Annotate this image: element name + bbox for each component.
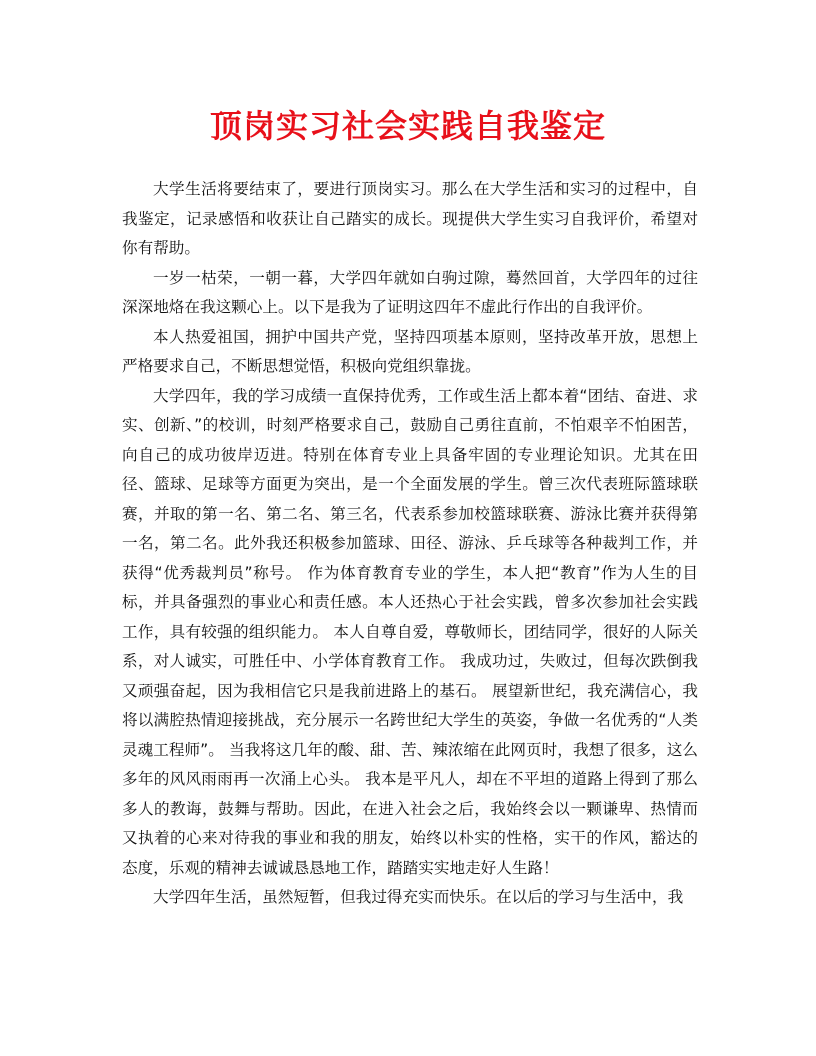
document-body bbox=[122, 175, 698, 913]
paragraph-intro: 大学生活将要结束了，要进行顶岗实习。那么在大学生活和实习的过程中，自我鉴定，记录感悟和收获让自己踏实的成长。现提供大学生实习自我评价，希望对你有帮助。 bbox=[122, 180, 698, 257]
paragraph-reflection: 一岁一枯荣，一朝一暮，大学四年就如白驹过隙，蓦然回首，大学四年的过往深深地烙在我这颗心上。以下是我为了证明这四年不虚此行作出的自我评价。 bbox=[122, 268, 698, 316]
paragraph-conclusion: 大学四年生活，虽然短暂，但我过得充实而快乐。在以后的学习与生活中，我 bbox=[153, 888, 684, 906]
document-title: 顶岗实习社会实践自我鉴定 bbox=[209, 107, 606, 145]
paragraph-achievements: 大学四年，我的学习成绩一直保持优秀，工作或生活上都本着“团结、奋进、求实、创新、”的校训，时刻严格要求自己，鼓励自己勇往直前，不怕艰辛不怕困苦，向自己的成功彼岸迈进。特别在体育专业上具备牢固的专业理论知识。尤其在田径、篮球、足球等方面更为突出，是一个全面发展的学生。曾三次代表班际篮球联赛，并取的第一名、第二名、第三名，代表系参加校篮球联赛、游泳比赛并获得第一名，第二名。此外我还积极参加篮球、田径、游泳、乒乓球等各种裁判工作，并获得“优秀裁判员”称号。 作为体育教育专业的学生，本人把“教育”作为人生的目标，并具备强烈的事业心和责任感。本人还热心于社会实践，曾多次参加社会实践工作，具有较强的组织能力。 本人自尊自爱，尊敬师长，团结同学，很好的人际关系，对人诚实，可胜任中、小学体育教育工作。 我成功过，失败过，但每次跌倒我又顽强奋起，因为我相信它只是我前进路上的基石。 展望新世纪，我充满信心，我将以满腔热情迎接挑战，充分展示一名跨世纪大学生的英姿，争做一名优秀的“人类灵魂工程师”。 当我将这几年的酸、甜、苦、辣浓缩在此网页时，我想了很多，这么多年的风风雨雨再一次涌上心头。 我本是平凡人，却在不平坦的道路上得到了那么多人的教诲，鼓舞与帮助。因此，在进入社会之后，我始终会以一颗谦卑、热情而又执着的心来对待我的事业和我的朋友，始终以朴实的性格，实干的作风，豁达的态度，乐观的精神去诚诚恳恳地工作，踏踏实实地走好人生路！ bbox=[122, 386, 698, 877]
paragraph-political: 本人热爱祖国，拥护中国共产党，坚持四项基本原则，坚持改革开放，思想上严格要求自己，不断思想觉悟，积极向党组织靠拢。 bbox=[122, 327, 698, 375]
